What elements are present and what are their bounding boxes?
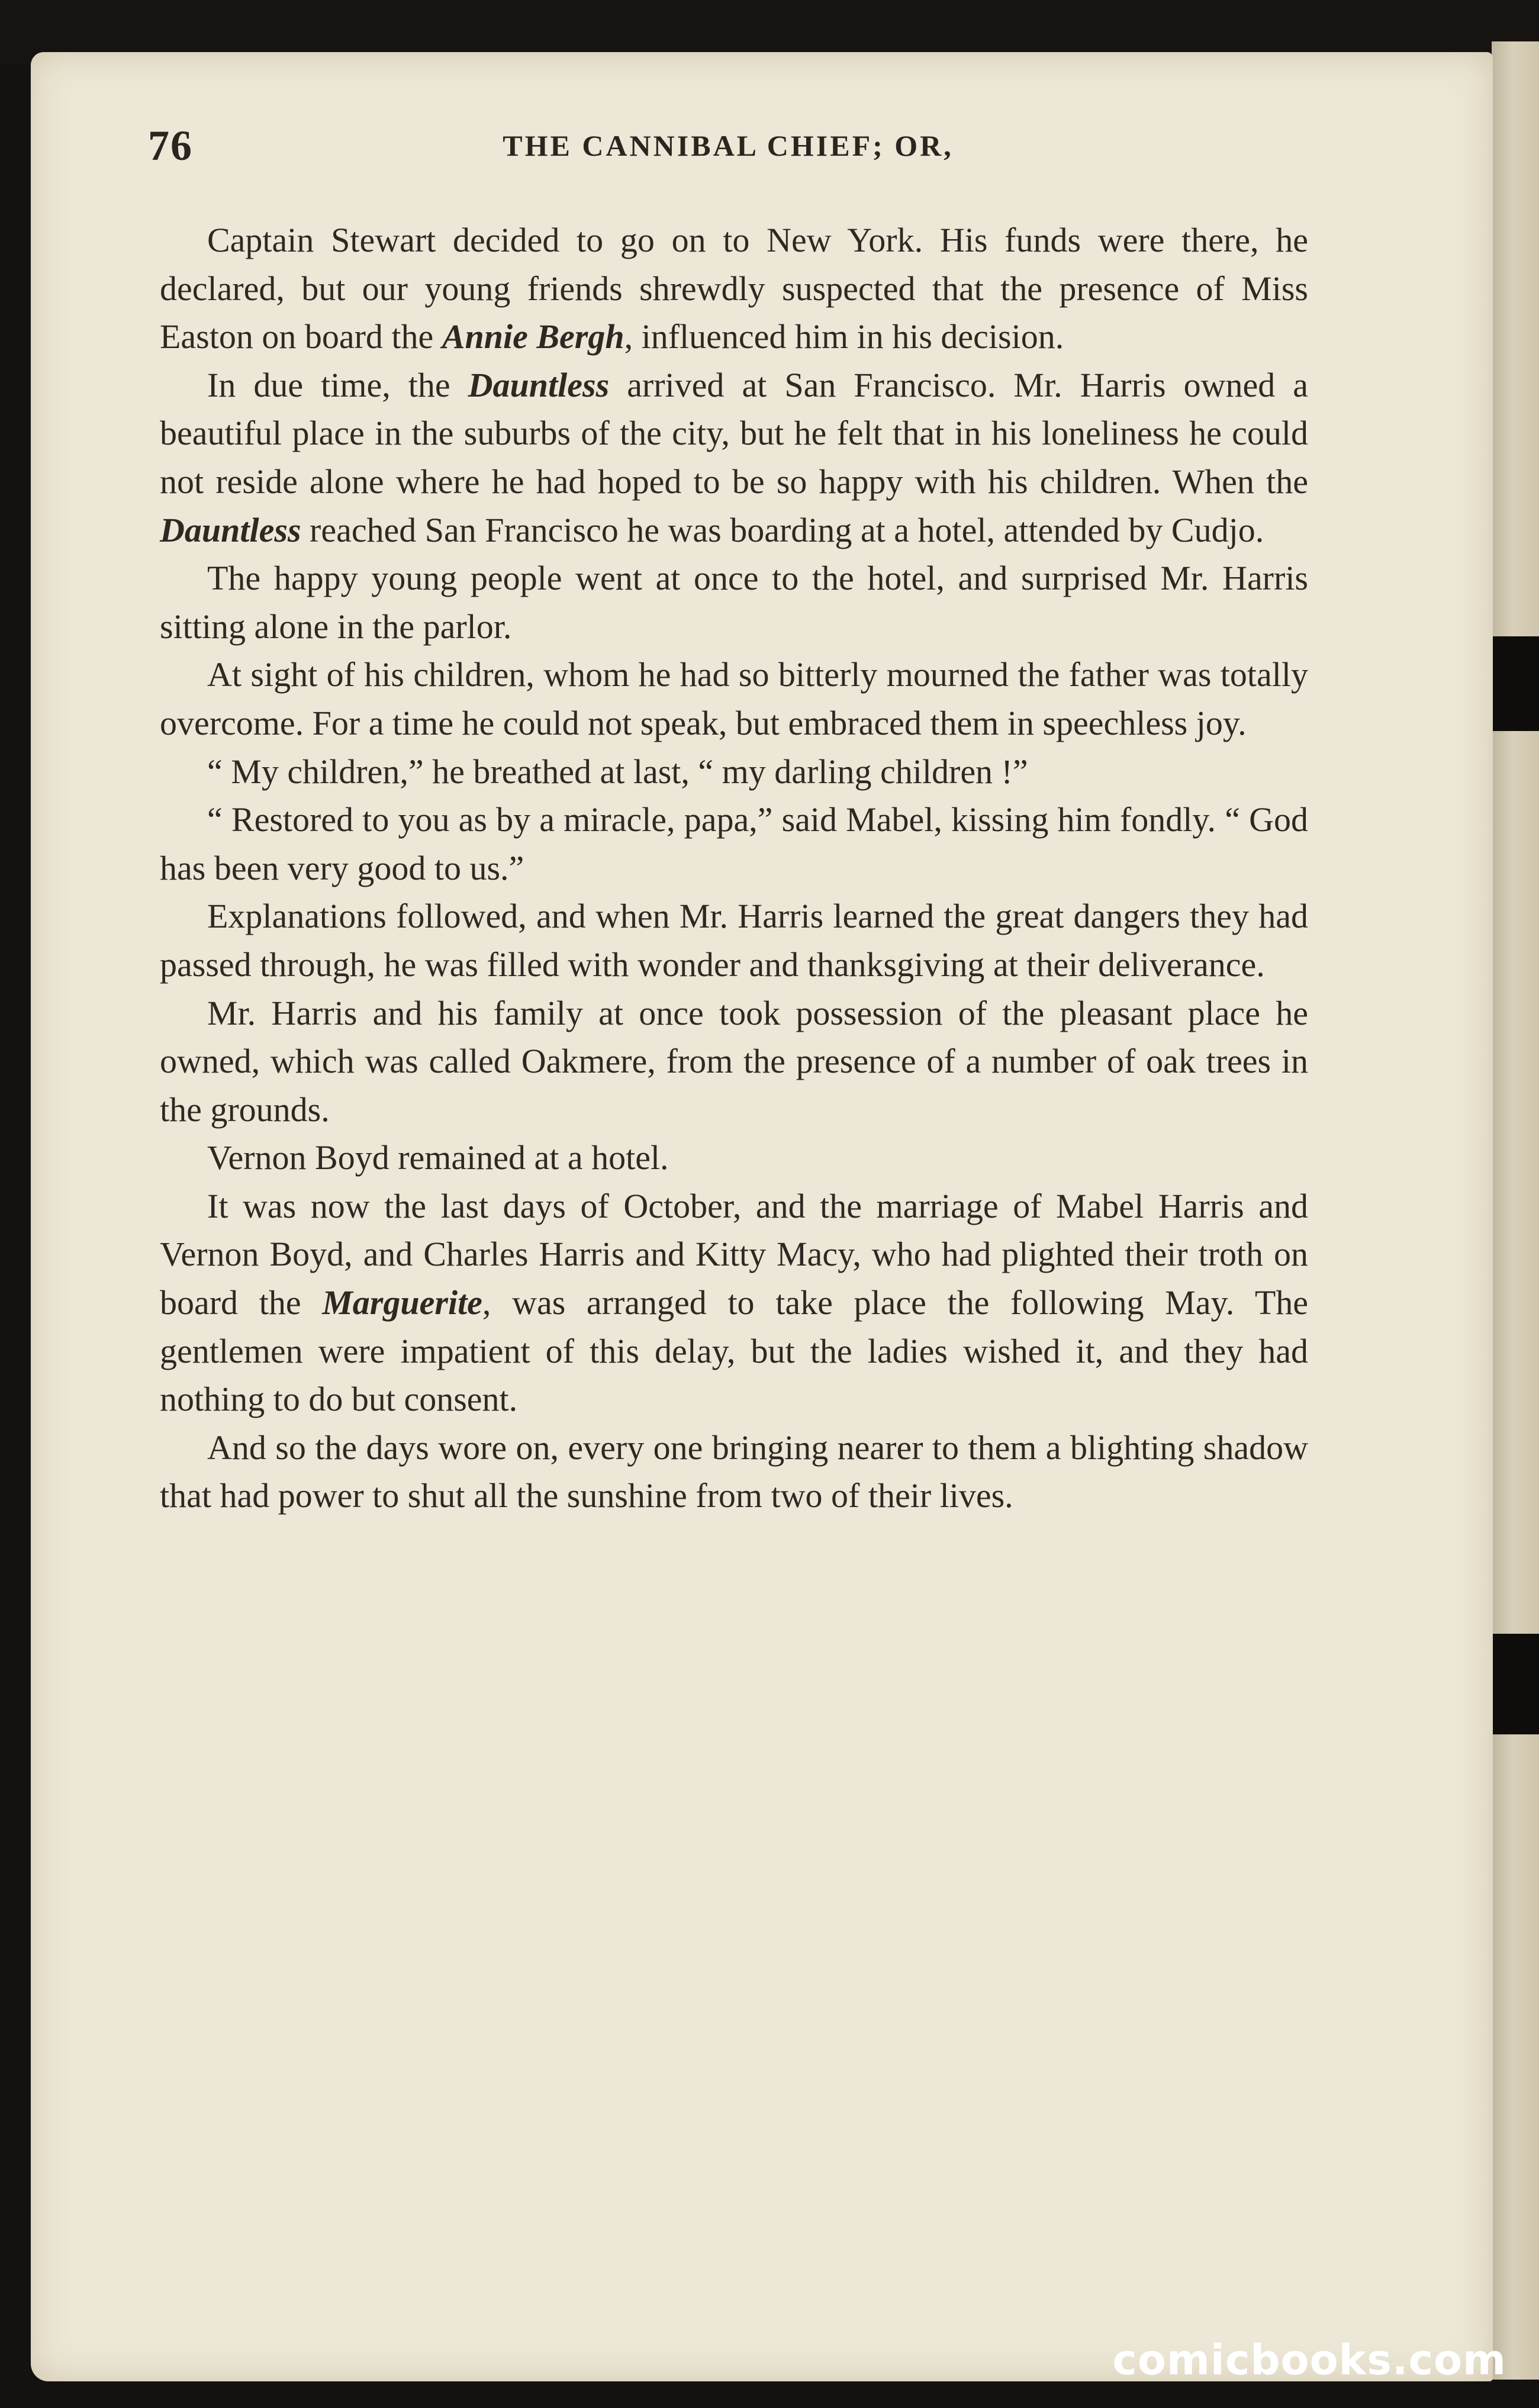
paragraph bbox=[160, 361, 1308, 554]
page-number: 76 bbox=[148, 122, 193, 169]
watermark: comicbooks.com bbox=[1112, 2336, 1506, 2384]
paragraph bbox=[160, 651, 1308, 747]
paragraph-text: Explanations followed, and when Mr. Harris learned the great dangers they had passed through, he was filled with wonder and thanksgiving at their deliverance. bbox=[160, 897, 1308, 984]
paragraph bbox=[160, 796, 1308, 892]
paragraph-text: Mr. Harris and his family at once took possession of the pleasant place he owned, which was called Oakmere, from the presence of a number of oak trees in the grounds. bbox=[160, 993, 1308, 1129]
paragraph-text: In due time, the bbox=[207, 365, 468, 404]
paragraph bbox=[160, 554, 1308, 651]
paragraph bbox=[160, 1134, 1308, 1182]
paragraph bbox=[160, 216, 1308, 361]
ship-name: Dauntless bbox=[468, 365, 610, 404]
ship-name: Dauntless bbox=[160, 510, 301, 549]
ship-name: Annie Bergh bbox=[442, 317, 624, 356]
paragraph-text: The happy young people went at once to the hotel, and surprised Mr. Harris sitting alone in the parlor. bbox=[160, 559, 1308, 646]
paragraph bbox=[160, 989, 1308, 1134]
paragraph-text: reached San Francisco he was boarding at a hotel, attended by Cudjo. bbox=[301, 510, 1264, 549]
paragraph bbox=[160, 1182, 1308, 1424]
body-text bbox=[160, 216, 1308, 1520]
paragraph-text: , influenced him in his decision. bbox=[624, 317, 1064, 356]
paragraph-text: It was now the last days of October, and the marriage of Mabel Harris and Vernon Boyd, and Charles Harris and Kitty Macy, who had plighted their troth on board the bbox=[160, 1186, 1308, 1322]
paragraph-text: “ Restored to you as by a miracle, papa,” said Mabel, kissing him fondly. “ God has been very good to us.” bbox=[160, 800, 1308, 887]
paragraph bbox=[160, 1424, 1308, 1520]
paragraph-text: Vernon Boyd remained at a hotel. bbox=[207, 1138, 669, 1177]
ship-name: Marguerite bbox=[322, 1283, 482, 1322]
facing-page-edge bbox=[1492, 41, 1539, 2380]
paragraph-text: Captain Stewart decided to go on to New York. His funds were there, he declared, but our young friends shrewdly suspected that the presence of Miss Easton on board the bbox=[160, 221, 1308, 356]
paragraph bbox=[160, 748, 1308, 796]
paragraph bbox=[160, 892, 1308, 989]
running-header bbox=[148, 121, 1308, 169]
paragraph-text: arrived at San Francisco. Mr. Harris owned a beautiful place in the suburbs of the city, but he felt that in his loneliness he could not reside alone where he had hoped to be so happy with his children. When the bbox=[160, 365, 1308, 501]
paragraph-text: , was arranged to take place the following May. The gentlemen were impatient of this delay, but the ladies wished it, and they had nothing to do but consent. bbox=[160, 1283, 1308, 1419]
running-title: THE CANNIBAL CHIEF; OR, bbox=[503, 129, 954, 162]
paragraph-text: And so the days wore on, every one bringing nearer to them a blighting shadow that had power to shut all the sunshine from two of their lives. bbox=[160, 1428, 1308, 1515]
paragraph-text: At sight of his children, whom he had so bitterly mourned the father was totally overcome. For a time he could not speak, but embraced them in speechless joy. bbox=[160, 655, 1308, 742]
paragraph-text: “ My children,” he breathed at last, “ my darling children !” bbox=[207, 752, 1028, 791]
